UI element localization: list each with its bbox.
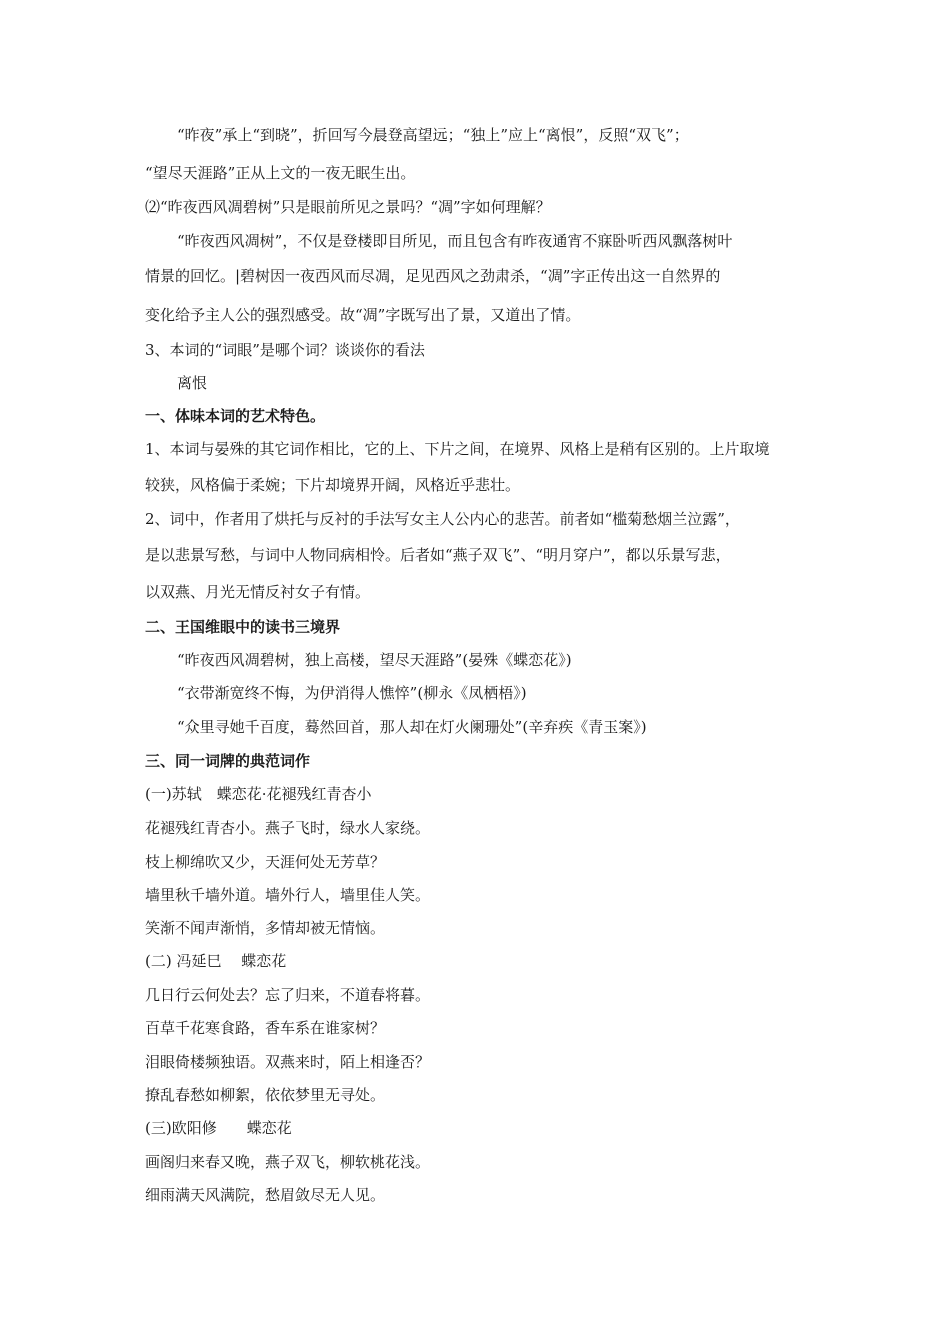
- poem-line: 笑渐不闻声渐悄，多情却被无情恼。: [145, 919, 386, 937]
- poem-line: 泪眼倚楼频独语。双燕来时，陌上相逢否？: [145, 1053, 431, 1071]
- paragraph-line: 变化给予主人公的强烈感受。故“凋”字既写出了景，又道出了情。: [145, 306, 581, 324]
- poem-line: 撩乱春愁如柳絮，依依梦里无寻处。: [145, 1086, 386, 1104]
- section-heading: 二、王国维眼中的读书三境界: [145, 618, 341, 636]
- paragraph-line: “望尽天涯路”正从上文的一夜无眠生出。: [145, 164, 416, 182]
- poem-title: (三)欧阳修 蝶恋花: [145, 1119, 292, 1137]
- paragraph-line: “昨夜西风凋树”，不仅是登楼即目所见，而且包含有昨夜通宵不寐卧听西风飘落树叶: [177, 232, 733, 250]
- poem-line: 墙里秋千墙外道。墙外行人，墙里佳人笑。: [145, 886, 431, 904]
- poem-title: (一)苏轼 蝶恋花·花褪残红青杏小: [145, 785, 372, 803]
- poem-line: 细雨满天风满院，愁眉敛尽无人见。: [145, 1186, 386, 1204]
- paragraph-line: 2、词中，作者用了烘托与反衬的手法写女主人公内心的悲苦。前者如“槛菊愁烟兰泣露”，: [145, 510, 740, 528]
- answer-line: 离恨: [177, 374, 208, 392]
- question-line: ⑵“昨夜西风凋碧树”只是眼前所见之景吗？“凋”字如何理解？: [145, 198, 551, 216]
- paragraph-line: “昨夜”承上“到晓”，折回写今晨登高望远；“独上”应上“离恨”，反照“双飞”；: [177, 126, 689, 144]
- paragraph-line: 较狭，风格偏于柔婉；下片却境界开阔，风格近乎悲壮。: [145, 476, 521, 494]
- paragraph-line: 是以悲景写愁，与词中人物同病相怜。后者如“燕子双飞”、“明月穿户”，都以乐景写悲，: [145, 546, 731, 564]
- poem-line: 几日行云何处去？忘了归来，不道春将暮。: [145, 986, 431, 1004]
- paragraph-line: 情景的回忆。|碧树因一夜西风而尽凋，足见西风之劲肃杀，“凋”字正传出这一自然界的: [145, 267, 721, 285]
- quote-line: “众里寻她千百度，蓦然回首，那人却在灯火阑珊处”(辛弃疾《青玉案》): [177, 718, 647, 736]
- section-heading: 三、同一词牌的典范词作: [145, 752, 311, 770]
- paragraph-line: 1、本词与晏殊的其它词作相比，它的上、下片之间，在境界、风格上是稍有区别的。上片取境: [145, 440, 770, 458]
- poem-title: (二) 冯延巳 蝶恋花: [145, 952, 287, 970]
- poem-line: 画阁归来春又晚，燕子双飞，柳软桃花浅。: [145, 1153, 431, 1171]
- poem-line: 花褪残红青杏小。燕子飞时，绿水人家绕。: [145, 819, 431, 837]
- section-heading: 一、体味本词的艺术特色。: [145, 407, 326, 425]
- poem-line: 百草千花寒食路，香车系在谁家树？: [145, 1019, 386, 1037]
- paragraph-line: 以双燕、月光无情反衬女子有情。: [145, 583, 371, 601]
- question-line: 3、本词的“词眼”是哪个词？谈谈你的看法: [145, 341, 425, 359]
- poem-line: 枝上柳绵吹又少，天涯何处无芳草？: [145, 853, 386, 871]
- quote-line: “衣带渐宽终不悔，为伊消得人憔悴”(柳永《凤栖梧》): [177, 684, 527, 702]
- quote-line: “昨夜西风凋碧树，独上高楼，望尽天涯路”(晏殊《蝶恋花》): [177, 651, 572, 669]
